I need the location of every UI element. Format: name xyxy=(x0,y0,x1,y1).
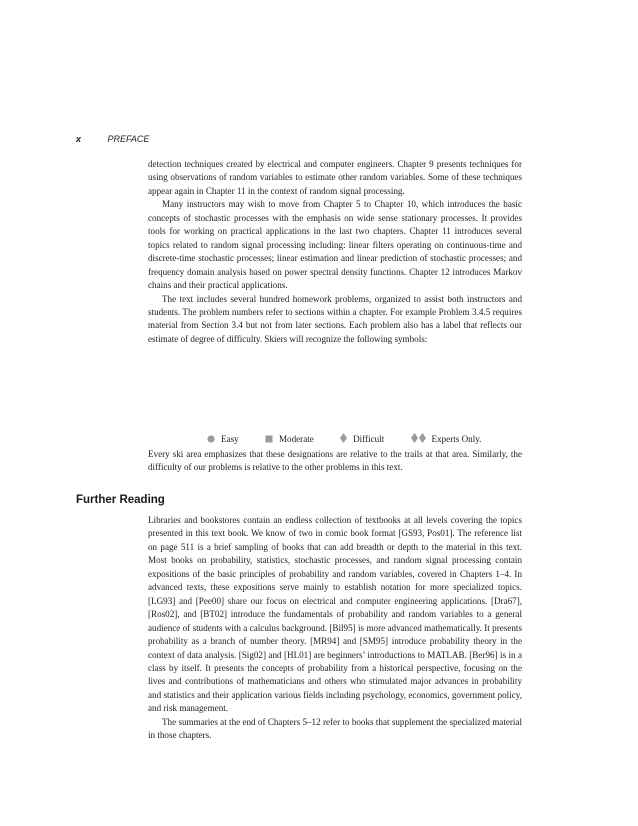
running-head xyxy=(76,134,149,144)
symbol-experts xyxy=(411,433,482,444)
circle-icon xyxy=(207,435,215,443)
further-reading-text xyxy=(148,514,522,743)
symbol-moderate xyxy=(265,434,314,444)
paragraph: Many instructors may wish to move from Chapter 5 to Chapter 10, which introduces the basic concepts of stochastic processes with the emphasis on wide sense stationary processes. It provides tools for working on practical applications in the last two chapters. Chapter 11 introduces several topics related to random signal processing including: linear filters operating on continuous-time and discrete-time stochastic processes; linear estimation and linear prediction of stochastic processes; and frequency domain analysis based on power spectral density functions. Chapter 12 introduces Markov chains and their practical applications. xyxy=(148,199,522,291)
square-icon xyxy=(265,435,273,443)
symbol-easy xyxy=(207,434,239,444)
symbol-label: Moderate xyxy=(278,434,314,444)
paragraph: Every ski area emphasizes that these designations are relative to the trails at that area. Similarly, the difficulty of our problems is relative to the other problems in this text. xyxy=(148,449,522,473)
difficulty-symbols xyxy=(207,433,505,444)
paragraph: The summaries at the end of Chapters 5–12 refer to books that supplement the specialized material in those chapters. xyxy=(148,716,522,741)
running-title: PREFACE xyxy=(107,134,150,144)
page-number: x xyxy=(76,134,82,144)
double-diamond-icon xyxy=(411,433,426,443)
paragraph: Libraries and bookstores contain an endless collection of textbooks at all levels covering the topics presented in this text book. We know of two in comic book format [GS93, Pos01]. The reference list on page 511 is a brief sampling of books that can add breadth or depth to the material in this text. Most books on probability, statistics, stochastic processes, and random signal processing contain expositions of the basic principles of probability and random variables, covered in Chapters 1–4. In advanced texts, these expositions serve mainly to establish notation for more specialized topics. [LG93] and [Pee00] share our focus on electrical and computer engineering applications. [Dra67], [Ros02], and [BT02] introduce the fundamentals of probability and random variables to a general audience of students with a calculus background. [Bil95] is more advanced mathematically. It presents probability as a branch of number theory. [MR94] and [SM95] introduce probability theory in the context of data analysis. [Sig02] and [HL01] are beginners’ introductions to MATLAB. [Ber96] is in a class by itself. It presents the concepts of probability from a historical perspective, focusing on the lives and contributions of mathematicians and others who stimulated major advances in probability and statistics and their application various fields including psychology, economics, government policy, and risk management. xyxy=(148,515,522,714)
intro-text xyxy=(148,158,522,346)
section-heading: Further Reading xyxy=(76,494,165,506)
symbol-label: Experts Only. xyxy=(431,434,482,444)
symbol-label: Easy xyxy=(221,434,239,444)
diamond-icon xyxy=(340,433,347,443)
symbol-label: Difficult xyxy=(353,434,385,444)
after-symbols-text xyxy=(148,448,522,475)
symbol-difficult xyxy=(340,433,384,444)
paragraph: The text includes several hundred homework problems, organized to assist both instructors and students. The problem numbers refer to sections within a chapter. For example Problem 3.4.5 requires material from Section 3.4 but not from later sections. Each problem also has a label that reflects our estimate of degree of difficulty. Skiers will recognize the following symbols: xyxy=(148,293,522,344)
paragraph: detection techniques created by electrical and computer engineers. Chapter 9 presents techniques for using observations of random variables to estimate other random variables. Some of these techniques appear again in Chapter 11 in the context of random signal processing. xyxy=(148,159,522,196)
